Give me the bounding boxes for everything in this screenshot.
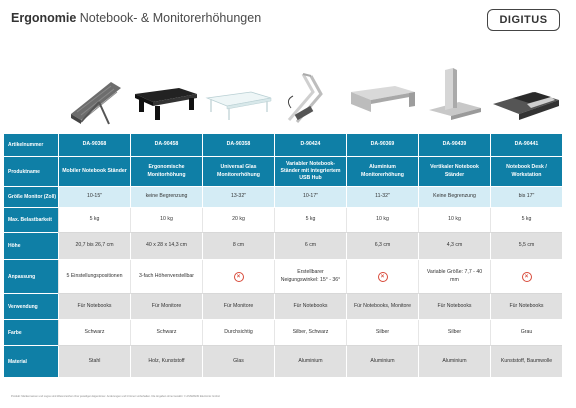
comparison-table xyxy=(4,134,562,378)
cell-farbe-1: Schwarz xyxy=(58,320,130,346)
cell-anpassung-5 xyxy=(346,260,418,294)
cell-material-6: Aluminium xyxy=(418,346,490,378)
cell-verwendung-4: Für Notebooks xyxy=(274,294,346,320)
cell-groesse-5: 11-32" xyxy=(346,187,418,208)
laptop-stand-hub-icon xyxy=(275,52,345,130)
cell-hoehe-2: 40 x 28 x 14,3 cm xyxy=(130,233,202,260)
cell-groesse-7: bis 17" xyxy=(490,187,562,208)
cell-groesse-6: Keine Begrenzung xyxy=(418,187,490,208)
cell-hoehe-4: 6 cm xyxy=(274,233,346,260)
row-label-anpassung: Anpassung xyxy=(4,260,58,294)
cell-material-7: Kunststoff, Baumwolle xyxy=(490,346,562,378)
product-image-5 xyxy=(346,46,418,130)
row-label-groesse: Größe Monitor (Zoll) xyxy=(4,187,58,208)
cell-farbe-6: Silber xyxy=(418,320,490,346)
row-label-hoehe: Höhe xyxy=(4,233,58,260)
product-image-3 xyxy=(202,46,274,130)
cell-farbe-3: Durchsichtig xyxy=(202,320,274,346)
cell-produkt-4: Variabler Notebook-Ständer mit integriertem USB Hub xyxy=(274,157,346,187)
cell-hoehe-3: 8 cm xyxy=(202,233,274,260)
cell-artikel-5: DA-90369 xyxy=(346,134,418,157)
vertical-laptop-stand-icon xyxy=(419,52,489,130)
row-label-farbe: Farbe xyxy=(4,320,58,346)
cell-hoehe-7: 5,5 cm xyxy=(490,233,562,260)
cell-belast-5: 10 kg xyxy=(346,208,418,233)
cell-material-1: Stahl xyxy=(58,346,130,378)
not-available-icon: × xyxy=(378,272,388,282)
cell-artikel-1: DA-90368 xyxy=(58,134,130,157)
cell-farbe-7: Grau xyxy=(490,320,562,346)
cell-produkt-1: Mobiler Notebook Ständer xyxy=(58,157,130,187)
cell-material-2: Holz, Kunststoff xyxy=(130,346,202,378)
row-label-material: Material xyxy=(4,346,58,378)
cell-material-4: Aluminium xyxy=(274,346,346,378)
cell-belast-1: 5 kg xyxy=(58,208,130,233)
row-label-artikelnummer: Artikelnummer xyxy=(4,134,58,157)
cell-groesse-1: 10-15" xyxy=(58,187,130,208)
cell-farbe-5: Silber xyxy=(346,320,418,346)
cell-farbe-2: Schwarz xyxy=(130,320,202,346)
cell-anpassung-6: Variable Größe: 7,7 - 40 mm xyxy=(418,260,490,294)
product-image-6 xyxy=(418,46,490,130)
cell-anpassung-7 xyxy=(490,260,562,294)
product-image-7 xyxy=(490,46,562,130)
cell-produkt-7: Notebook Desk / Workstation xyxy=(490,157,562,187)
cell-verwendung-6: Für Notebooks xyxy=(418,294,490,320)
cell-belast-6: 10 kg xyxy=(418,208,490,233)
cell-belast-7: 5 kg xyxy=(490,208,562,233)
glass-monitor-riser-icon xyxy=(203,52,273,130)
aluminium-monitor-riser-icon xyxy=(347,52,417,130)
title-rest: Notebook- & Monitorerhöhungen xyxy=(79,11,262,25)
cell-produkt-2: Ergonomische Monitorhöhung xyxy=(130,157,202,187)
product-image-1 xyxy=(58,46,130,130)
cell-belast-3: 20 kg xyxy=(202,208,274,233)
cell-material-5: Aluminium xyxy=(346,346,418,378)
cell-anpassung-3 xyxy=(202,260,274,294)
cell-groesse-3: 13-32" xyxy=(202,187,274,208)
cell-artikel-2: DA-90458 xyxy=(130,134,202,157)
cell-farbe-4: Silber, Schwarz xyxy=(274,320,346,346)
cell-artikel-4: D-90424 xyxy=(274,134,346,157)
product-image-2 xyxy=(130,46,202,130)
cell-material-3: Glas xyxy=(202,346,274,378)
cell-produkt-6: Vertikaler Notebook Ständer xyxy=(418,157,490,187)
cell-verwendung-7: Für Notebooks xyxy=(490,294,562,320)
notebook-desk-icon xyxy=(491,52,561,130)
product-image-4 xyxy=(274,46,346,130)
cell-artikel-7: DA-90441 xyxy=(490,134,562,157)
page-title xyxy=(11,11,261,25)
not-available-icon: × xyxy=(522,272,532,282)
cell-anpassung-2: 3-fach Höhenverstellbar xyxy=(130,260,202,294)
cell-hoehe-5: 6,3 cm xyxy=(346,233,418,260)
cell-belast-4: 5 kg xyxy=(274,208,346,233)
cell-groesse-4: 10-17" xyxy=(274,187,346,208)
cell-artikel-3: DA-90358 xyxy=(202,134,274,157)
cell-produkt-5: Aluminium Monitorerhöhung xyxy=(346,157,418,187)
cell-anpassung-1: 5 Einstellungspositionen xyxy=(58,260,130,294)
row-label-produktname: Produktname xyxy=(4,157,58,187)
cell-anpassung-4: Erstellbarer Neigungswinkel: 15° - 36° xyxy=(274,260,346,294)
cell-verwendung-5: Für Notebooks, Monitore xyxy=(346,294,418,320)
row-label-verwendung: Verwendung xyxy=(4,294,58,320)
cell-groesse-2: keine Begrenzung xyxy=(130,187,202,208)
row-label-belastbarkeit: Max. Belastbarkeit xyxy=(4,208,58,233)
product-images xyxy=(58,46,562,130)
monitor-riser-black-icon xyxy=(131,52,201,130)
footer-disclaimer: Produkt: Markennamen und Logos sind Warenzeichen ihrer jeweiligen Eigentümer. Änderungen und Irrtümer vorbehalten. Die Angaben ohne Gewähr. © ASSMANN Electronic GmbH xyxy=(11,395,220,398)
title-bold: Ergonomie xyxy=(11,11,77,25)
cell-artikel-6: DA-90439 xyxy=(418,134,490,157)
not-available-icon: × xyxy=(234,272,244,282)
cell-belast-2: 10 kg xyxy=(130,208,202,233)
notebook-stand-icon xyxy=(59,52,129,130)
cell-verwendung-1: Für Notebooks xyxy=(58,294,130,320)
brand-logo: DIGITUS xyxy=(487,9,560,31)
cell-hoehe-6: 4,3 cm xyxy=(418,233,490,260)
cell-produkt-3: Universal Glas Monitorerhöhung xyxy=(202,157,274,187)
cell-verwendung-2: Für Monitore xyxy=(130,294,202,320)
cell-hoehe-1: 20,7 bis 26,7 cm xyxy=(58,233,130,260)
cell-verwendung-3: Für Monitore xyxy=(202,294,274,320)
